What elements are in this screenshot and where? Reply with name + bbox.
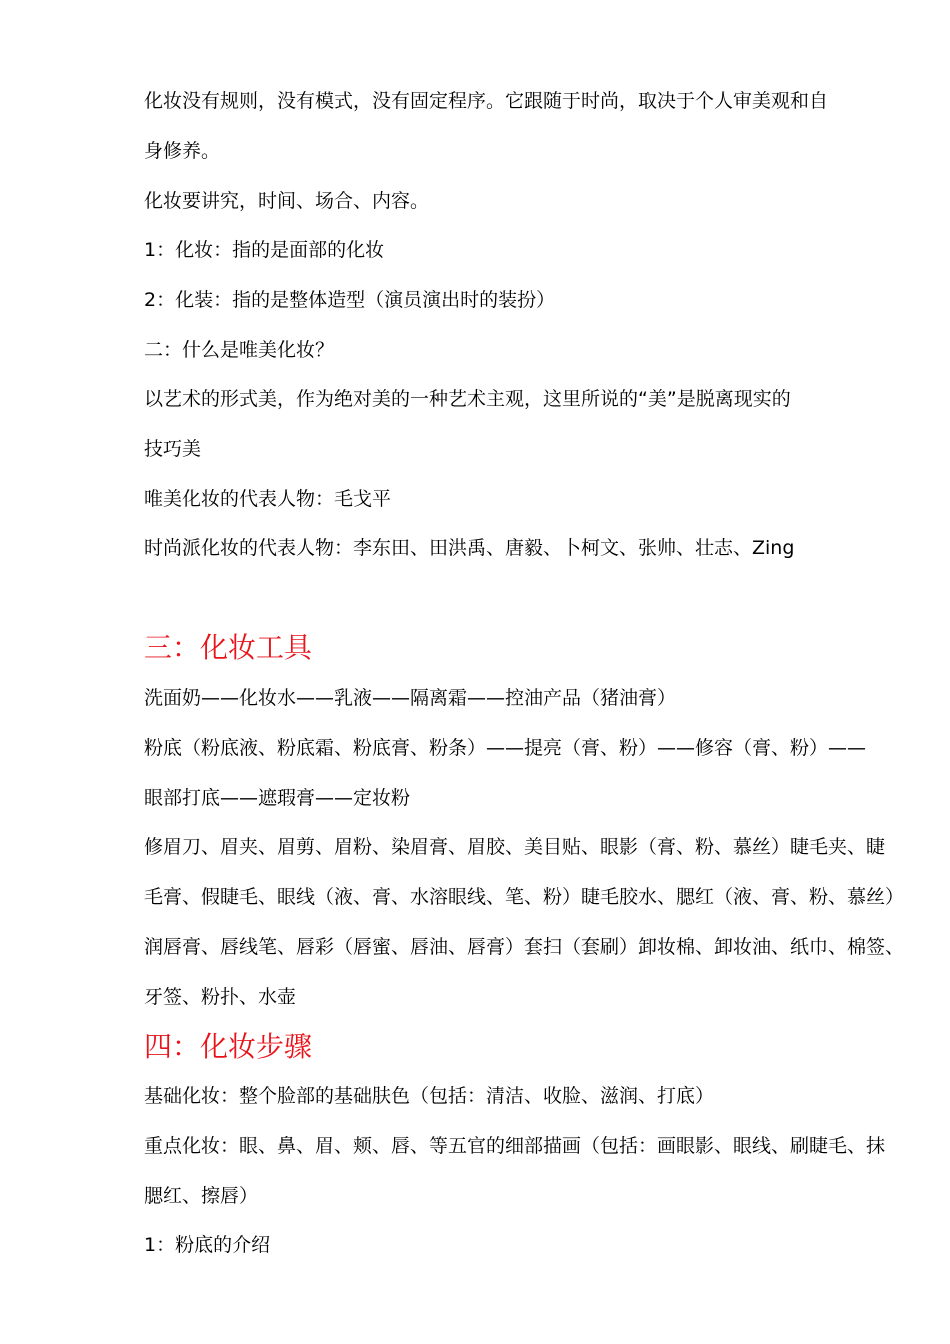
- section-4-line-3: 腮红、擦唇）: [144, 1185, 259, 1207]
- intro-item-2: 2：化装：指的是整体造型（演员演出时的装扮）: [144, 289, 556, 311]
- section-4-line-4: 1：粉底的介绍: [144, 1234, 271, 1256]
- section-2-question: 二：什么是唯美化妆？: [144, 339, 335, 361]
- intro-paragraph-line-2: 身修养。: [144, 140, 221, 162]
- intro-paragraph-2: 化妆要讲究，时间、场合、内容。: [144, 190, 430, 212]
- intro-paragraph-line-1: 化妆没有规则，没有模式，没有固定程序。它跟随于时尚，取决于个人审美观和自: [144, 90, 829, 112]
- section-3-line-1: 洗面奶——化妆水——乳液——隔离霜——控油产品（猪油膏）: [144, 687, 677, 709]
- section-3-line-3: 眼部打底——遮瑕膏——定妆粉: [144, 787, 411, 809]
- section-3-heading: 三：化妆工具: [144, 631, 313, 664]
- section-4-line-1: 基础化妆：整个脸部的基础肤色（包括：清洁、收脸、滋润、打底）: [144, 1085, 715, 1107]
- section-4-heading: 四：化妆步骤: [144, 1030, 313, 1063]
- section-3-line-2: 粉底（粉底液、粉底霜、粉底膏、粉条）——提亮（膏、粉）——修容（膏、粉）——: [144, 737, 867, 759]
- section-3-line-5: 毛膏、假睫毛、眼线（液、膏、水溶眼线、笔、粉）睫毛胶水、腮红（液、膏、粉、慕丝）: [144, 886, 905, 908]
- intro-item-1: 1：化妆：指的是面部的化妆: [144, 239, 385, 261]
- section-3-line-7: 牙签、粉扑、水壶: [144, 986, 297, 1008]
- section-2-representative-2: 时尚派化妆的代表人物：李东田、田洪禹、唐毅、卜柯文、张帅、壮志、Zing: [144, 537, 795, 559]
- section-2-definition-line-2: 技巧美: [144, 438, 202, 460]
- section-3-line-4: 修眉刀、眉夹、眉剪、眉粉、染眉膏、眉胶、美目贴、眼影（膏、粉、慕丝）睫毛夹、睫: [144, 836, 886, 858]
- section-2-representative-1: 唯美化妆的代表人物：毛戈平: [144, 488, 392, 510]
- section-2-definition-line-1: 以艺术的形式美，作为绝对美的一种艺术主观，这里所说的“美”是脱离现实的: [144, 388, 791, 410]
- section-3-line-6: 润唇膏、唇线笔、唇彩（唇蜜、唇油、唇膏）套扫（套刷）卸妆棉、卸妆油、纸巾、棉签、: [144, 936, 905, 958]
- section-4-line-2: 重点化妆：眼、鼻、眉、颊、唇、等五官的细部描画（包括：画眼影、眼线、刷睫毛、抹: [144, 1135, 886, 1157]
